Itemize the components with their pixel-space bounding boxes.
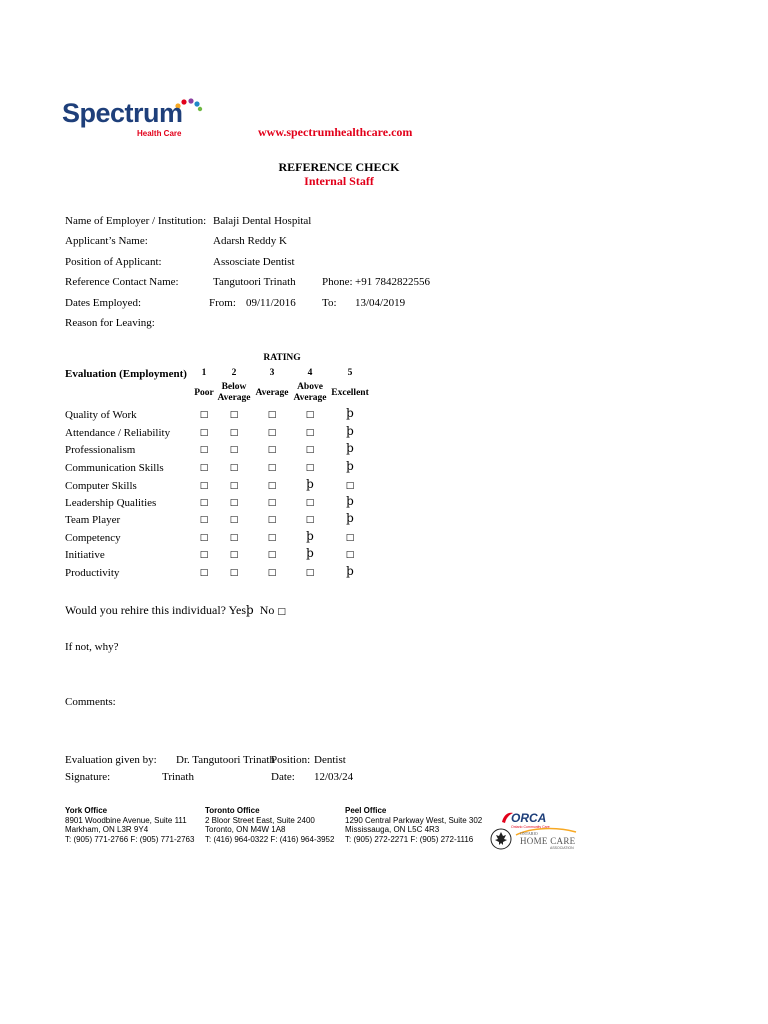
office-york-address2: Markham, ON L3R 9Y4 — [65, 825, 149, 834]
office-peel — [345, 806, 482, 844]
rating-row-label: Quality of Work — [65, 409, 137, 421]
ohca-logo — [490, 826, 582, 852]
evaluation-section-label: Evaluation (Employment) — [65, 368, 187, 380]
office-toronto — [205, 806, 334, 844]
phone-value: +91 7842822556 — [355, 276, 430, 288]
contact-label: Reference Contact Name: — [65, 276, 179, 288]
scale-poor-line: Poor — [194, 388, 214, 398]
rating-checkbox-2[interactable]: □ — [229, 445, 239, 455]
rating-number-3: 3 — [269, 368, 275, 378]
applicant-value: Adarsh Reddy K — [213, 235, 287, 247]
logo-subtitle: Health Care — [137, 129, 182, 138]
rating-checkbox-1[interactable]: □ — [199, 515, 209, 525]
given-by-value: Dr. Tangutoori Trinath — [176, 754, 275, 766]
orca-subtitle: Ontario Community Care — [511, 825, 550, 829]
rating-row-label: Productivity — [65, 567, 120, 579]
rating-checkbox-3[interactable]: □ — [267, 463, 277, 473]
office-peel-address2: Mississauga, ON L5C 4R3 — [345, 825, 440, 834]
spectrum-logo — [62, 96, 192, 142]
office-toronto-address1: 2 Bloor Street East, Suite 2400 — [205, 815, 315, 825]
rating-checkbox-1[interactable]: □ — [199, 463, 209, 473]
rating-checkbox-3[interactable]: □ — [267, 515, 277, 525]
rating-checkbox-5[interactable]: þ — [346, 564, 354, 578]
reason-label: Reason for Leaving: — [65, 317, 155, 329]
logo-wordmark: Spectrum — [62, 98, 183, 128]
rating-checkbox-2[interactable]: □ — [229, 410, 239, 420]
rating-number-5: 5 — [347, 368, 353, 378]
contact-value: Tangutoori Trinath — [213, 276, 296, 288]
rating-checkbox-2[interactable]: □ — [229, 428, 239, 438]
phone-label: Phone: — [322, 276, 353, 288]
scale-below-line1: Below — [221, 382, 247, 392]
rating-checkbox-4[interactable]: □ — [305, 568, 315, 578]
rating-checkbox-1[interactable]: □ — [199, 498, 209, 508]
rating-checkbox-3[interactable]: □ — [267, 445, 277, 455]
rating-checkbox-2[interactable]: □ — [229, 515, 239, 525]
from-value: 09/11/2016 — [246, 297, 296, 309]
rating-checkbox-1[interactable]: □ — [199, 428, 209, 438]
rating-checkbox-4[interactable]: □ — [305, 515, 315, 525]
office-peel-phones: T: (905) 272-2271 F: (905) 272-1116 — [345, 834, 474, 844]
applicant-label: Applicant’s Name: — [65, 235, 148, 247]
office-toronto-name: Toronto Office — [205, 806, 260, 815]
rating-checkbox-1[interactable]: □ — [199, 568, 209, 578]
rating-checkbox-5[interactable]: þ — [346, 511, 354, 525]
scale-above-average — [290, 382, 330, 404]
rating-row-label: Communication Skills — [65, 462, 164, 474]
rehire-yes-label: Yes — [228, 603, 247, 617]
signature-value: Trinath — [162, 771, 194, 783]
office-peel-address1: 1290 Central Parkway West, Suite 302 — [345, 815, 483, 825]
rating-number-2: 2 — [231, 368, 237, 378]
rating-checkbox-2[interactable]: □ — [229, 533, 239, 543]
scale-below-average — [214, 382, 254, 404]
page-title: REFERENCE CHECK — [278, 160, 400, 174]
rating-checkbox-2[interactable]: □ — [229, 550, 239, 560]
employer-label: Name of Employer / Institution: — [65, 215, 207, 227]
rating-checkbox-4[interactable]: þ — [306, 546, 314, 560]
rating-checkbox-1[interactable]: □ — [199, 550, 209, 560]
rating-number-4: 4 — [307, 368, 313, 378]
rating-checkbox-5[interactable]: þ — [346, 494, 354, 508]
rating-checkbox-2[interactable]: □ — [229, 568, 239, 578]
rating-row-label: Initiative — [65, 549, 105, 561]
rehire-no-checkbox[interactable]: □ — [277, 607, 286, 617]
rating-checkbox-2[interactable]: □ — [229, 481, 239, 491]
eval-position-value: Dentist — [314, 754, 346, 766]
website-link[interactable]: www.spectrumhealthcare.com — [258, 125, 413, 139]
rating-checkbox-4[interactable]: □ — [305, 428, 315, 438]
scale-above-line1: Above — [297, 382, 323, 392]
rating-checkbox-1[interactable]: □ — [199, 533, 209, 543]
page-subtitle: Internal Staff — [304, 174, 374, 188]
scale-above-line2: Average — [293, 393, 327, 403]
rating-checkbox-4[interactable]: þ — [306, 477, 314, 491]
rating-checkbox-3[interactable]: □ — [267, 428, 277, 438]
rating-checkbox-5[interactable]: □ — [345, 550, 355, 560]
scale-excellent-line: Excellent — [331, 388, 369, 398]
rehire-question-row — [65, 603, 286, 618]
ohca-small-text: ONTARIO — [520, 831, 538, 836]
rating-checkbox-3[interactable]: □ — [267, 410, 277, 420]
rating-row-label: Professionalism — [65, 444, 136, 456]
to-value: 13/04/2019 — [355, 297, 406, 309]
rating-checkbox-5[interactable]: þ — [346, 441, 354, 455]
rating-checkbox-2[interactable]: □ — [229, 498, 239, 508]
scale-average-line: Average — [255, 388, 289, 398]
office-york-name: York Office — [65, 806, 108, 815]
office-york-address1: 8901 Woodbine Avenue, Suite 111 — [65, 815, 187, 825]
rating-checkbox-3[interactable]: □ — [267, 550, 277, 560]
ohca-subtitle: ASSOCIATION — [550, 846, 574, 850]
comments-label: Comments: — [65, 696, 116, 708]
rating-checkbox-3[interactable]: □ — [267, 568, 277, 578]
rating-number-1: 1 — [201, 368, 207, 378]
rating-row-label: Competency — [65, 532, 121, 544]
given-by-label: Evaluation given by: — [65, 754, 157, 766]
rehire-question: Would you rehire this individual? — [65, 603, 227, 617]
rating-checkbox-2[interactable]: □ — [229, 463, 239, 473]
rating-checkbox-3[interactable]: □ — [267, 481, 277, 491]
rating-checkbox-4[interactable]: □ — [305, 410, 315, 420]
signature-label: Signature: — [65, 771, 111, 783]
rating-checkbox-1[interactable]: □ — [199, 410, 209, 420]
rehire-yes-checkbox[interactable]: þ — [246, 603, 254, 617]
rating-checkbox-1[interactable]: □ — [199, 481, 209, 491]
ohca-wordmark: HOME CARE — [520, 836, 576, 846]
rating-checkbox-4[interactable]: □ — [305, 498, 315, 508]
office-york — [65, 806, 194, 844]
rating-checkbox-1[interactable]: □ — [199, 445, 209, 455]
rating-checkbox-4[interactable]: □ — [305, 463, 315, 473]
date-label: Date: — [271, 771, 295, 783]
rating-checkbox-5[interactable]: þ — [346, 459, 354, 473]
rating-checkbox-5[interactable]: □ — [345, 533, 355, 543]
to-label: To: — [322, 297, 337, 309]
rating-checkbox-5[interactable]: þ — [346, 406, 354, 420]
scale-below-line2: Average — [217, 393, 251, 403]
rating-checkbox-3[interactable]: □ — [267, 533, 277, 543]
eval-position-label: Position: — [271, 754, 311, 766]
rating-checkbox-5[interactable]: □ — [345, 481, 355, 491]
if-not-label: If not, why? — [65, 641, 119, 653]
rating-row-label: Leadership Qualities — [65, 497, 157, 509]
rating-checkbox-4[interactable]: þ — [306, 529, 314, 543]
rating-checkbox-5[interactable]: þ — [346, 424, 354, 438]
maple-leaf-icon — [490, 828, 512, 850]
rating-checkbox-3[interactable]: □ — [267, 498, 277, 508]
rating-row-label: Team Player — [65, 514, 121, 526]
rehire-no-label: No — [259, 603, 275, 617]
office-toronto-address2: Toronto, ON M4W 1A8 — [205, 825, 286, 834]
rating-checkbox-4[interactable]: □ — [305, 445, 315, 455]
orca-wordmark: ORCA — [511, 811, 547, 825]
office-york-phones: T: (905) 771-2766 F: (905) 771-2763 — [65, 834, 195, 844]
date-value: 12/03/24 — [314, 771, 354, 783]
scale-excellent — [326, 388, 374, 399]
office-toronto-phones: T: (416) 964-0322 F: (416) 964-3952 — [205, 834, 335, 844]
office-peel-name: Peel Office — [345, 806, 387, 815]
position-label: Position of Applicant: — [65, 256, 162, 268]
employer-value: Balaji Dental Hospital — [213, 215, 312, 227]
scale-average — [252, 388, 292, 399]
rating-row-label: Attendance / Reliability — [65, 427, 171, 439]
rating-heading: RATING — [263, 353, 301, 363]
dates-label: Dates Employed: — [65, 297, 142, 309]
rating-row-label: Computer Skills — [65, 480, 137, 492]
from-label: From: — [209, 297, 236, 309]
position-value: Assosciate Dentist — [213, 256, 295, 268]
